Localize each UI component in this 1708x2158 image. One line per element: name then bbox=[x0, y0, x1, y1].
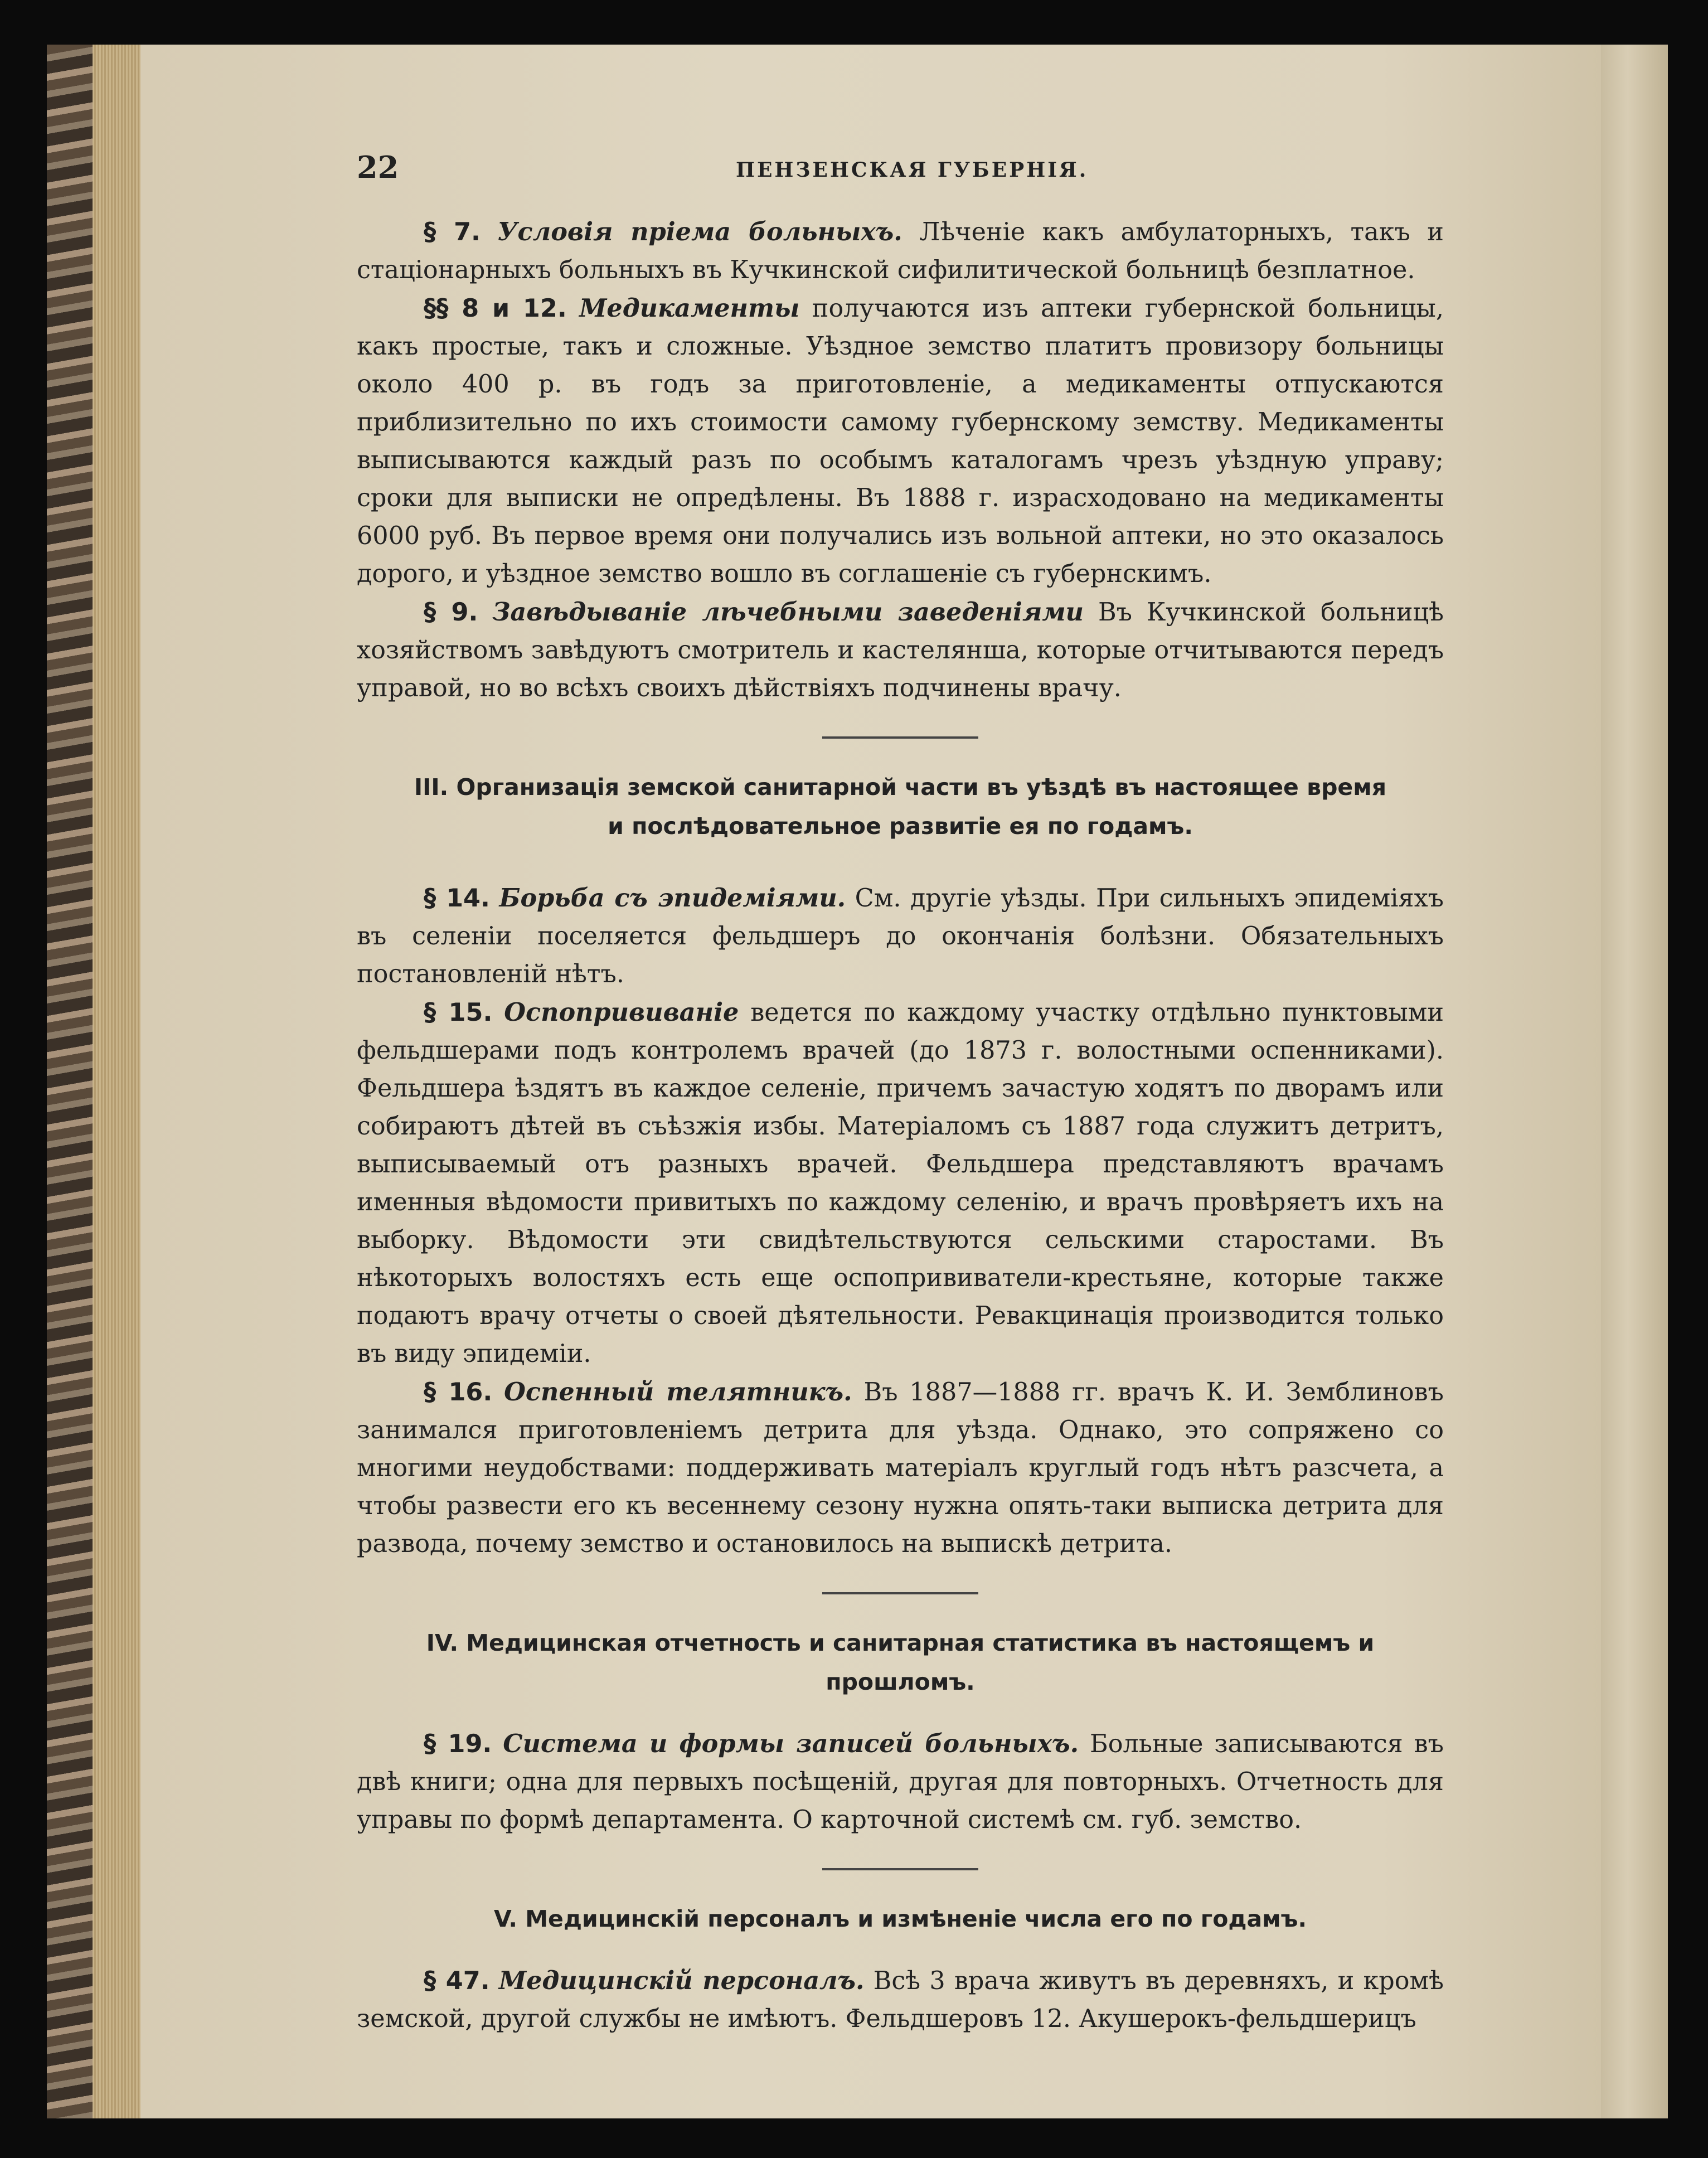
section-title: Завѣдываніе лѣчебными заведеніями bbox=[492, 598, 1084, 627]
section-mark: § 47. bbox=[424, 1967, 490, 1995]
section-mark: § 7. bbox=[424, 218, 481, 246]
chapter-heading-line: III. Организація земской санитарной части въ уѣздѣ въ настоящее время bbox=[414, 774, 1387, 801]
section-mark: § 15. bbox=[424, 998, 493, 1027]
chapter-heading-v bbox=[357, 1899, 1444, 1938]
running-head: ПЕНЗЕНСКАЯ ГУБЕРНІЯ. bbox=[736, 158, 1089, 182]
chapter-heading-line: V. Медицинскій персоналъ и измѣненіе числа его по годамъ. bbox=[493, 1905, 1307, 1932]
section-text: Лѣченіе какъ амбулаторныхъ, такъ и стаціонарныхъ больныхъ въ Кучкинской сифилитической больницѣ безплатное. bbox=[357, 218, 1444, 284]
section-8-12 bbox=[357, 289, 1444, 593]
section-7 bbox=[357, 213, 1444, 289]
section-title: Оспопрививаніе bbox=[504, 998, 739, 1027]
section-divider bbox=[822, 736, 978, 739]
next-page-edge bbox=[1601, 45, 1668, 2118]
chapter-heading-line: IV. Медицинская отчетность и санитарная статистика въ настоящемъ и прошломъ. bbox=[426, 1630, 1375, 1695]
section-divider bbox=[822, 1592, 978, 1594]
section-title: Условія пріема больныхъ. bbox=[497, 217, 902, 246]
chapter-heading-iv bbox=[357, 1623, 1444, 1701]
section-mark: § 19. bbox=[424, 1730, 492, 1758]
section-15 bbox=[357, 993, 1444, 1373]
page-number: 22 bbox=[357, 149, 399, 185]
section-text: См. другіе уѣзды. При сильныхъ эпидеміяхъ въ селеніи поселяется фельдшеръ до окончанія болѣзни. Обязательныхъ постановленій нѣтъ. bbox=[357, 884, 1444, 988]
section-text: Въ Кучкинской больницѣ хозяйствомъ завѣдуютъ смотритель и кастелянша, которые отчитываются передъ управой, но во всѣхъ своихъ дѣйствіяхъ подчинены врачу. bbox=[357, 598, 1444, 702]
page-content bbox=[357, 134, 1444, 2038]
section-47 bbox=[357, 1962, 1444, 2038]
section-19 bbox=[357, 1725, 1444, 1839]
section-mark: § 9. bbox=[424, 598, 478, 627]
section-text: Больные записываются въ двѣ книги; одна для первыхъ посѣщеній, другая для повторныхъ. Отчетность для управы по формѣ департамента. О карточной системѣ см. губ. земство. bbox=[357, 1730, 1444, 1834]
marbled-book-edge bbox=[47, 45, 96, 2118]
section-text: получаются изъ аптеки губернской больницы, какъ простые, такъ и сложные. Уѣздное земство платитъ провизору больницы около 400 р. въ годъ за приготовленіе, а медикаменты отпускаются приблизительно по ихъ стоимости самому губернскому земству. Медикаменты выписываются каждый разъ по особымъ каталогамъ чрезъ уѣздную управу; сроки для выписки не опредѣлены. Въ 1888 г. израсходовано на медикаменты 6000 руб. Въ первое время они получались изъ вольной аптеки, но это оказалось дорого, и уѣздное земство вошло въ соглашеніе съ губернскимъ. bbox=[357, 294, 1444, 588]
section-text: Всѣ 3 врача живутъ въ деревняхъ, и кромѣ земской, другой службы не имѣютъ. Фельдшеровъ 12. Акушерокъ-фельдшерицъ bbox=[357, 1967, 1444, 2033]
section-title: Борьба съ эпидеміями. bbox=[499, 884, 846, 913]
section-text: ведется по каждому участку отдѣльно пунктовыми фельдшерами подъ контролемъ врачей (до 1873 г. волостными оспенниками). Фельдшера ѣздятъ въ каждое селеніе, причемъ зачастую ходятъ по дворамъ или собираютъ дѣтей въ съѣзжія избы. Матеріаломъ съ 1887 года служитъ детритъ, выписываемый отъ разныхъ врачей. Фельдшера представляютъ врачамъ именныя вѣдомости привитыхъ по каждому селенію, и врачъ провѣряетъ ихъ на выборку. Вѣдомости эти свидѣтельствуются сельскими старостами. Въ нѣкоторыхъ волостяхъ есть еще оспопрививатели-крестьяне, которые также подаютъ врачу отчеты о своей дѣятельности. Ревакцинація производится только въ виду эпидеміи. bbox=[357, 998, 1444, 1368]
section-14 bbox=[357, 879, 1444, 993]
section-title: Медицинскій персоналъ. bbox=[498, 1966, 865, 1995]
page-header bbox=[357, 134, 1444, 190]
section-title: Система и формы записей больныхъ. bbox=[503, 1729, 1079, 1758]
section-text: Въ 1887—1888 гг. врачъ К. И. Земблиновъ занимался приготовленіемъ детрита для уѣзда. Однако, это сопряжено со многими неудобствами: поддерживать матеріалъ круглый годъ нѣтъ разсчета, а чтобы развести его къ весеннему сезону нужна опять-таки выписка детрита для развода, почему земство и остановилось на выпискѣ детрита. bbox=[357, 1378, 1444, 1558]
page-stack-edge bbox=[93, 45, 140, 2118]
section-16 bbox=[357, 1373, 1444, 1563]
chapter-heading-iii bbox=[357, 768, 1444, 846]
section-divider bbox=[822, 1868, 978, 1870]
section-9 bbox=[357, 593, 1444, 707]
section-mark: § 16. bbox=[424, 1378, 493, 1407]
section-title: Медикаменты bbox=[579, 294, 800, 323]
section-mark: §§ 8 и 12. bbox=[424, 294, 567, 323]
section-mark: § 14. bbox=[424, 884, 490, 913]
section-title: Оспенный телятникъ. bbox=[504, 1378, 852, 1407]
chapter-heading-line: и послѣдовательное развитіе ея по годамъ. bbox=[608, 813, 1193, 840]
